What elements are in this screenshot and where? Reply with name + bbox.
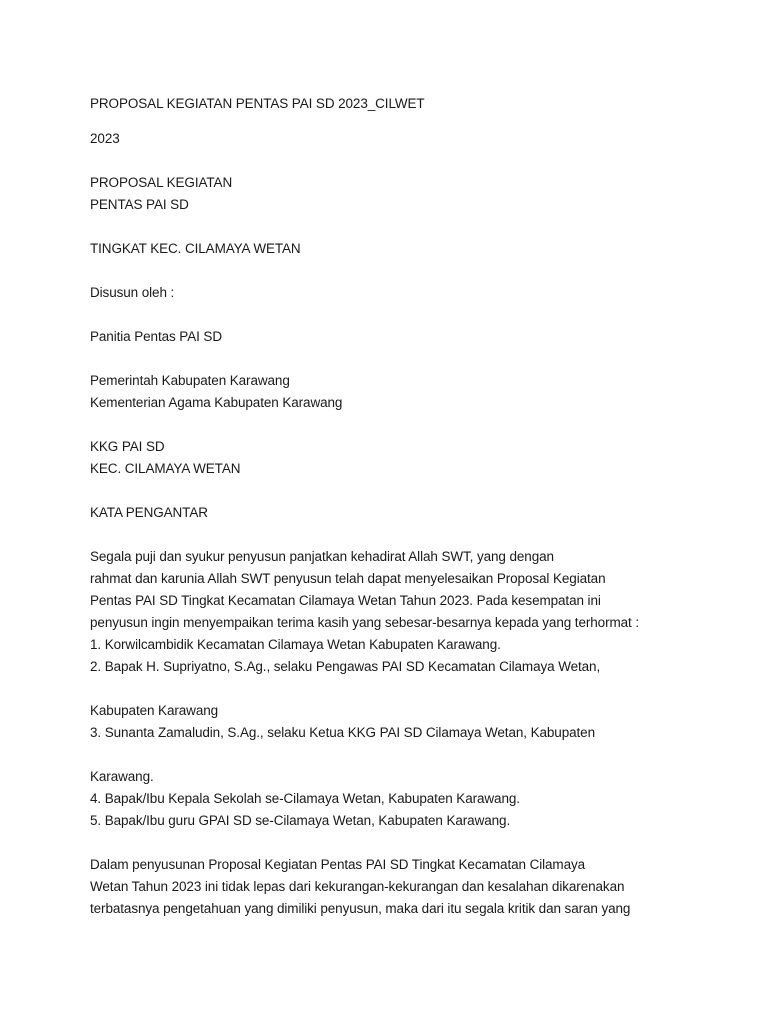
paragraph-line: terbatasnya pengetahuan yang dimiliki penyusun, maka dari itu segala kritik dan saran yang [90, 901, 631, 916]
paragraph-line: Karawang. [90, 769, 154, 784]
document-title: PROPOSAL KEGIATAN PENTAS PAI SD 2023_CILWET [90, 96, 425, 111]
foreword-paragraph-1 [90, 546, 730, 678]
document-year: 2023 [90, 131, 120, 146]
list-item: 3. Sunanta Zamaludin, S.Ag., selaku Ketua KKG PAI SD Cilamaya Wetan, Kabupaten [90, 725, 595, 740]
list-item: 2. Bapak H. Supriyatno, S.Ag., selaku Pengawas PAI SD Kecamatan Cilamaya Wetan, [90, 659, 601, 674]
paragraph-line: Dalam penyusunan Proposal Kegiatan Pentas PAI SD Tingkat Kecamatan Cilamaya [90, 857, 586, 872]
paragraph-line: Segala puji dan syukur penyusun panjatkan kehadirat Allah SWT, yang dengan [90, 549, 554, 564]
cover-level: TINGKAT KEC. CILAMAYA WETAN [90, 241, 301, 256]
list-item: 1. Korwilcambidik Kecamatan Cilamaya Wetan Kabupaten Karawang. [90, 637, 501, 652]
paragraph-line: penyusun ingin menyempaikan terima kasih yang sebesar-besarnya kepada yang terhormat : [90, 615, 639, 630]
foreword-paragraph-2 [90, 700, 730, 744]
cover-ministry: Kementerian Agama Kabupaten Karawang [90, 395, 343, 410]
cover-committee: Panitia Pentas PAI SD [90, 329, 222, 344]
foreword-heading: KATA PENGANTAR [90, 505, 208, 520]
document-page [90, 93, 730, 920]
paragraph-line: Pentas PAI SD Tingkat Kecamatan Cilamaya Wetan Tahun 2023. Pada kesempatan ini [90, 593, 601, 608]
cover-compiled-by: Disusun oleh : [90, 285, 175, 300]
foreword-paragraph-4 [90, 854, 730, 920]
foreword-paragraph-3 [90, 766, 730, 832]
cover-organization: KKG PAI SD [90, 439, 165, 454]
list-item: 5. Bapak/Ibu guru GPAI SD se-Cilamaya Wetan, Kabupaten Karawang. [90, 813, 511, 828]
list-item: 4. Bapak/Ibu Kepala Sekolah se-Cilamaya Wetan, Kabupaten Karawang. [90, 791, 520, 806]
cover-subheading: PENTAS PAI SD [90, 197, 189, 212]
cover-heading: PROPOSAL KEGIATAN [90, 175, 233, 190]
cover-government: Pemerintah Kabupaten Karawang [90, 373, 290, 388]
cover-district: KEC. CILAMAYA WETAN [90, 461, 241, 476]
paragraph-line: Wetan Tahun 2023 ini tidak lepas dari kekurangan-kekurangan dan kesalahan dikarenakan [90, 879, 625, 894]
paragraph-line: Kabupaten Karawang [90, 703, 219, 718]
paragraph-line: rahmat dan karunia Allah SWT penyusun telah dapat menyelesaikan Proposal Kegiatan [90, 571, 606, 586]
